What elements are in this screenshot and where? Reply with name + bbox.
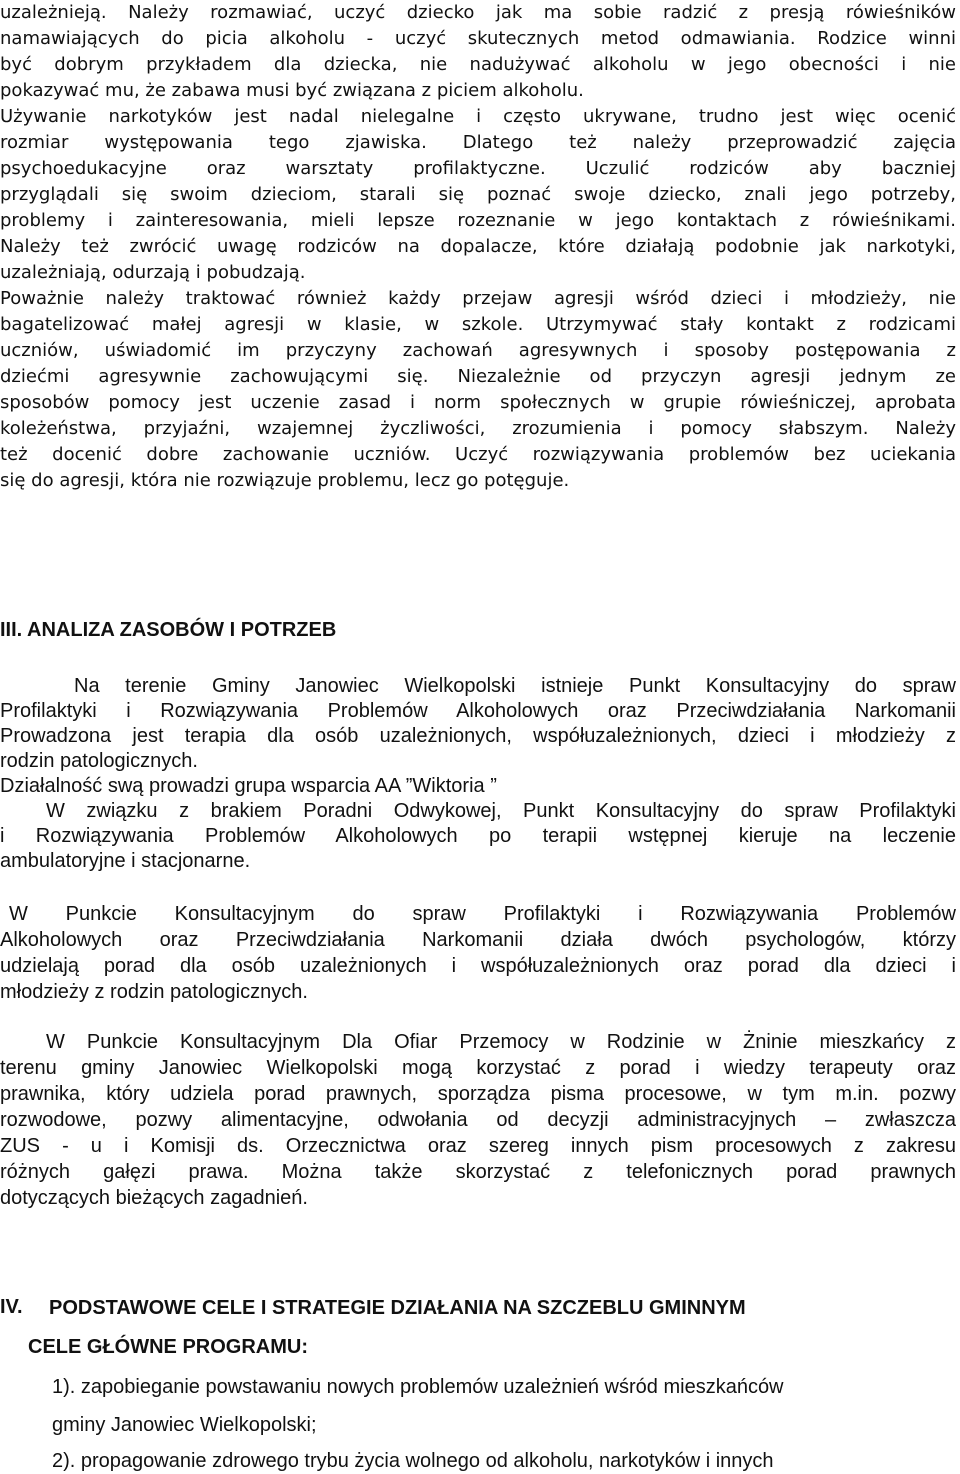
text-line: Na terenie Gminy Janowiec Wielkopolski istnieje Punkt Konsultacyjny do spraw <box>74 675 956 697</box>
text-line: młodzieży z rodzin patologicznych. <box>0 981 308 1003</box>
text-line: udzielają porad dla osób uzależnionych i współuzależnionych oraz porad dla dzieci i <box>0 955 956 977</box>
text-line: Działalność swą prowadzi grupa wsparcia AA ”Wiktoria ” <box>0 775 497 797</box>
text-line: rodzin patologicznych. <box>0 750 198 772</box>
text-line: prawnika, który udziela porad prawnych, sporządza pisma procesowe, w tym m.in. pozwy <box>0 1083 956 1105</box>
text-line: sposobów pomocy jest uczenie zasad i norm społecznych w grupie rówieśniczej, aprobata <box>0 392 956 413</box>
text-line: Należy też zwrócić uwagę rodziców na dopalacze, które działają podobnie jak narkotyki, <box>0 236 956 257</box>
text-line: pokazywać mu, że zabawa musi być związana z piciem alkoholu. <box>0 80 584 101</box>
text-line: psychoedukacyjne oraz warsztaty profilaktyczne. Uczulić rodziców aby baczniej <box>0 158 956 179</box>
text-line: uzależniają, odurzają i pobudzają. <box>0 262 306 283</box>
text-line: Alkoholowych oraz Przeciwdziałania Narkomanii działa dwóch psychologów, którzy <box>0 929 956 951</box>
text-line: się do agresji, która nie rozwiązuje problemu, lecz go potęguje. <box>0 470 570 491</box>
section-4-number: IV. <box>0 1296 23 1318</box>
text-line: namawiających do picia alkoholu - uczyć skutecznych metod odmawiania. Rodzice winni <box>0 28 956 49</box>
text-line: uczniów, uświadomić im przyczyny zachowań agresywnych i sposoby postępowania z <box>0 340 956 361</box>
list-item: gminy Janowiec Wielkopolski; <box>52 1414 317 1436</box>
text-line: Profilaktyki i Rozwiązywania Problemów Alkoholowych oraz Przeciwdziałania Narkomanii <box>0 700 956 722</box>
text-line: uzależnieją. Należy rozmawiać, uczyć dziecko jak ma sobie radzić z presją rówieśników <box>0 2 956 23</box>
text-line: ZUS - u i Komisji ds. Orzecznictwa oraz szereg innych pism procesowych z zakresu <box>0 1135 956 1157</box>
section-3-heading: III. ANALIZA ZASOBÓW I POTRZEB <box>0 619 337 641</box>
text-line: Prowadzona jest terapia dla osób uzależnionych, współuzależnionych, dzieci i młodzieży z <box>0 725 956 747</box>
text-line: dotyczących bieżących zagadnień. <box>0 1187 308 1209</box>
section-4-subheading: CELE GŁÓWNE PROGRAMU: <box>28 1336 308 1358</box>
text-line: rozwodowe, pozwy alimentacyjne, odwołania od decyzji administracyjnych – zwłaszcza <box>0 1109 956 1131</box>
section-4-heading: PODSTAWOWE CELE I STRATEGIE DZIAŁANIA NA SZCZEBLU GMINNYM <box>49 1297 746 1319</box>
text-line: bagatelizować małej agresji w klasie, w szkole. Utrzymywać stały kontakt z rodzicami <box>0 314 956 335</box>
list-item: 2). propagowanie zdrowego trybu życia wolnego od alkoholu, narkotyków i innych <box>52 1450 774 1472</box>
text-line: być dobrym przykładem dla dziecka, nie nadużywać alkoholu w jego obecności i nie <box>0 54 956 75</box>
text-line: i Rozwiązywania Problemów Alkoholowych po terapii wstępnej kieruje na leczenie <box>0 825 956 847</box>
text-line: terenu gminy Janowiec Wielkopolski mogą korzystać z porad i wiedzy terapeuty oraz <box>0 1057 956 1079</box>
text-line: ambulatoryjne i stacjonarne. <box>0 850 251 872</box>
text-line: przyglądali się swoim dzieciom, starali się poznać swoje dziecko, znali jego potrzeby, <box>0 184 956 205</box>
text-line: dziećmi agresywnie zachowującymi się. Niezależnie od przyczyn agresji jednym ze <box>0 366 956 387</box>
text-line: problemy i zainteresowania, mieli lepsze rozeznanie w jego kontaktach z rówieśnikami. <box>0 210 956 231</box>
text-line: Używanie narkotyków jest nadal nielegalne i często ukrywane, trudno jest więc ocenić <box>0 106 956 127</box>
text-line: też docenić dobre zachowanie uczniów. Uczyć rozwiązywania problemów bez uciekania <box>0 444 956 465</box>
text-line: Poważnie należy traktować również każdy przejaw agresji wśród dzieci i młodzieży, nie <box>0 288 956 309</box>
text-line: W związku z brakiem Poradni Odwykowej, Punkt Konsultacyjny do spraw Profilaktyki <box>46 800 956 822</box>
list-item: 1). zapobieganie powstawaniu nowych problemów uzależnień wśród mieszkańców <box>52 1376 784 1398</box>
text-line: W Punkcie Konsultacyjnym Dla Ofiar Przemocy w Rodzinie w Żninie mieszkańcy z <box>46 1031 956 1053</box>
text-line: różnych gałęzi prawa. Można także skorzystać z telefonicznych porad prawnych <box>0 1161 956 1183</box>
text-line: rozmiar występowania tego zjawiska. Dlatego też należy przeprowadzić zajęcia <box>0 132 956 153</box>
text-line: W Punkcie Konsultacyjnym do spraw Profilaktyki i Rozwiązywania Problemów <box>9 903 956 925</box>
text-line: koleżeństwa, przyjaźni, wzajemnej życzliwości, zrozumienia i pomocy słabszym. Należy <box>0 418 956 439</box>
